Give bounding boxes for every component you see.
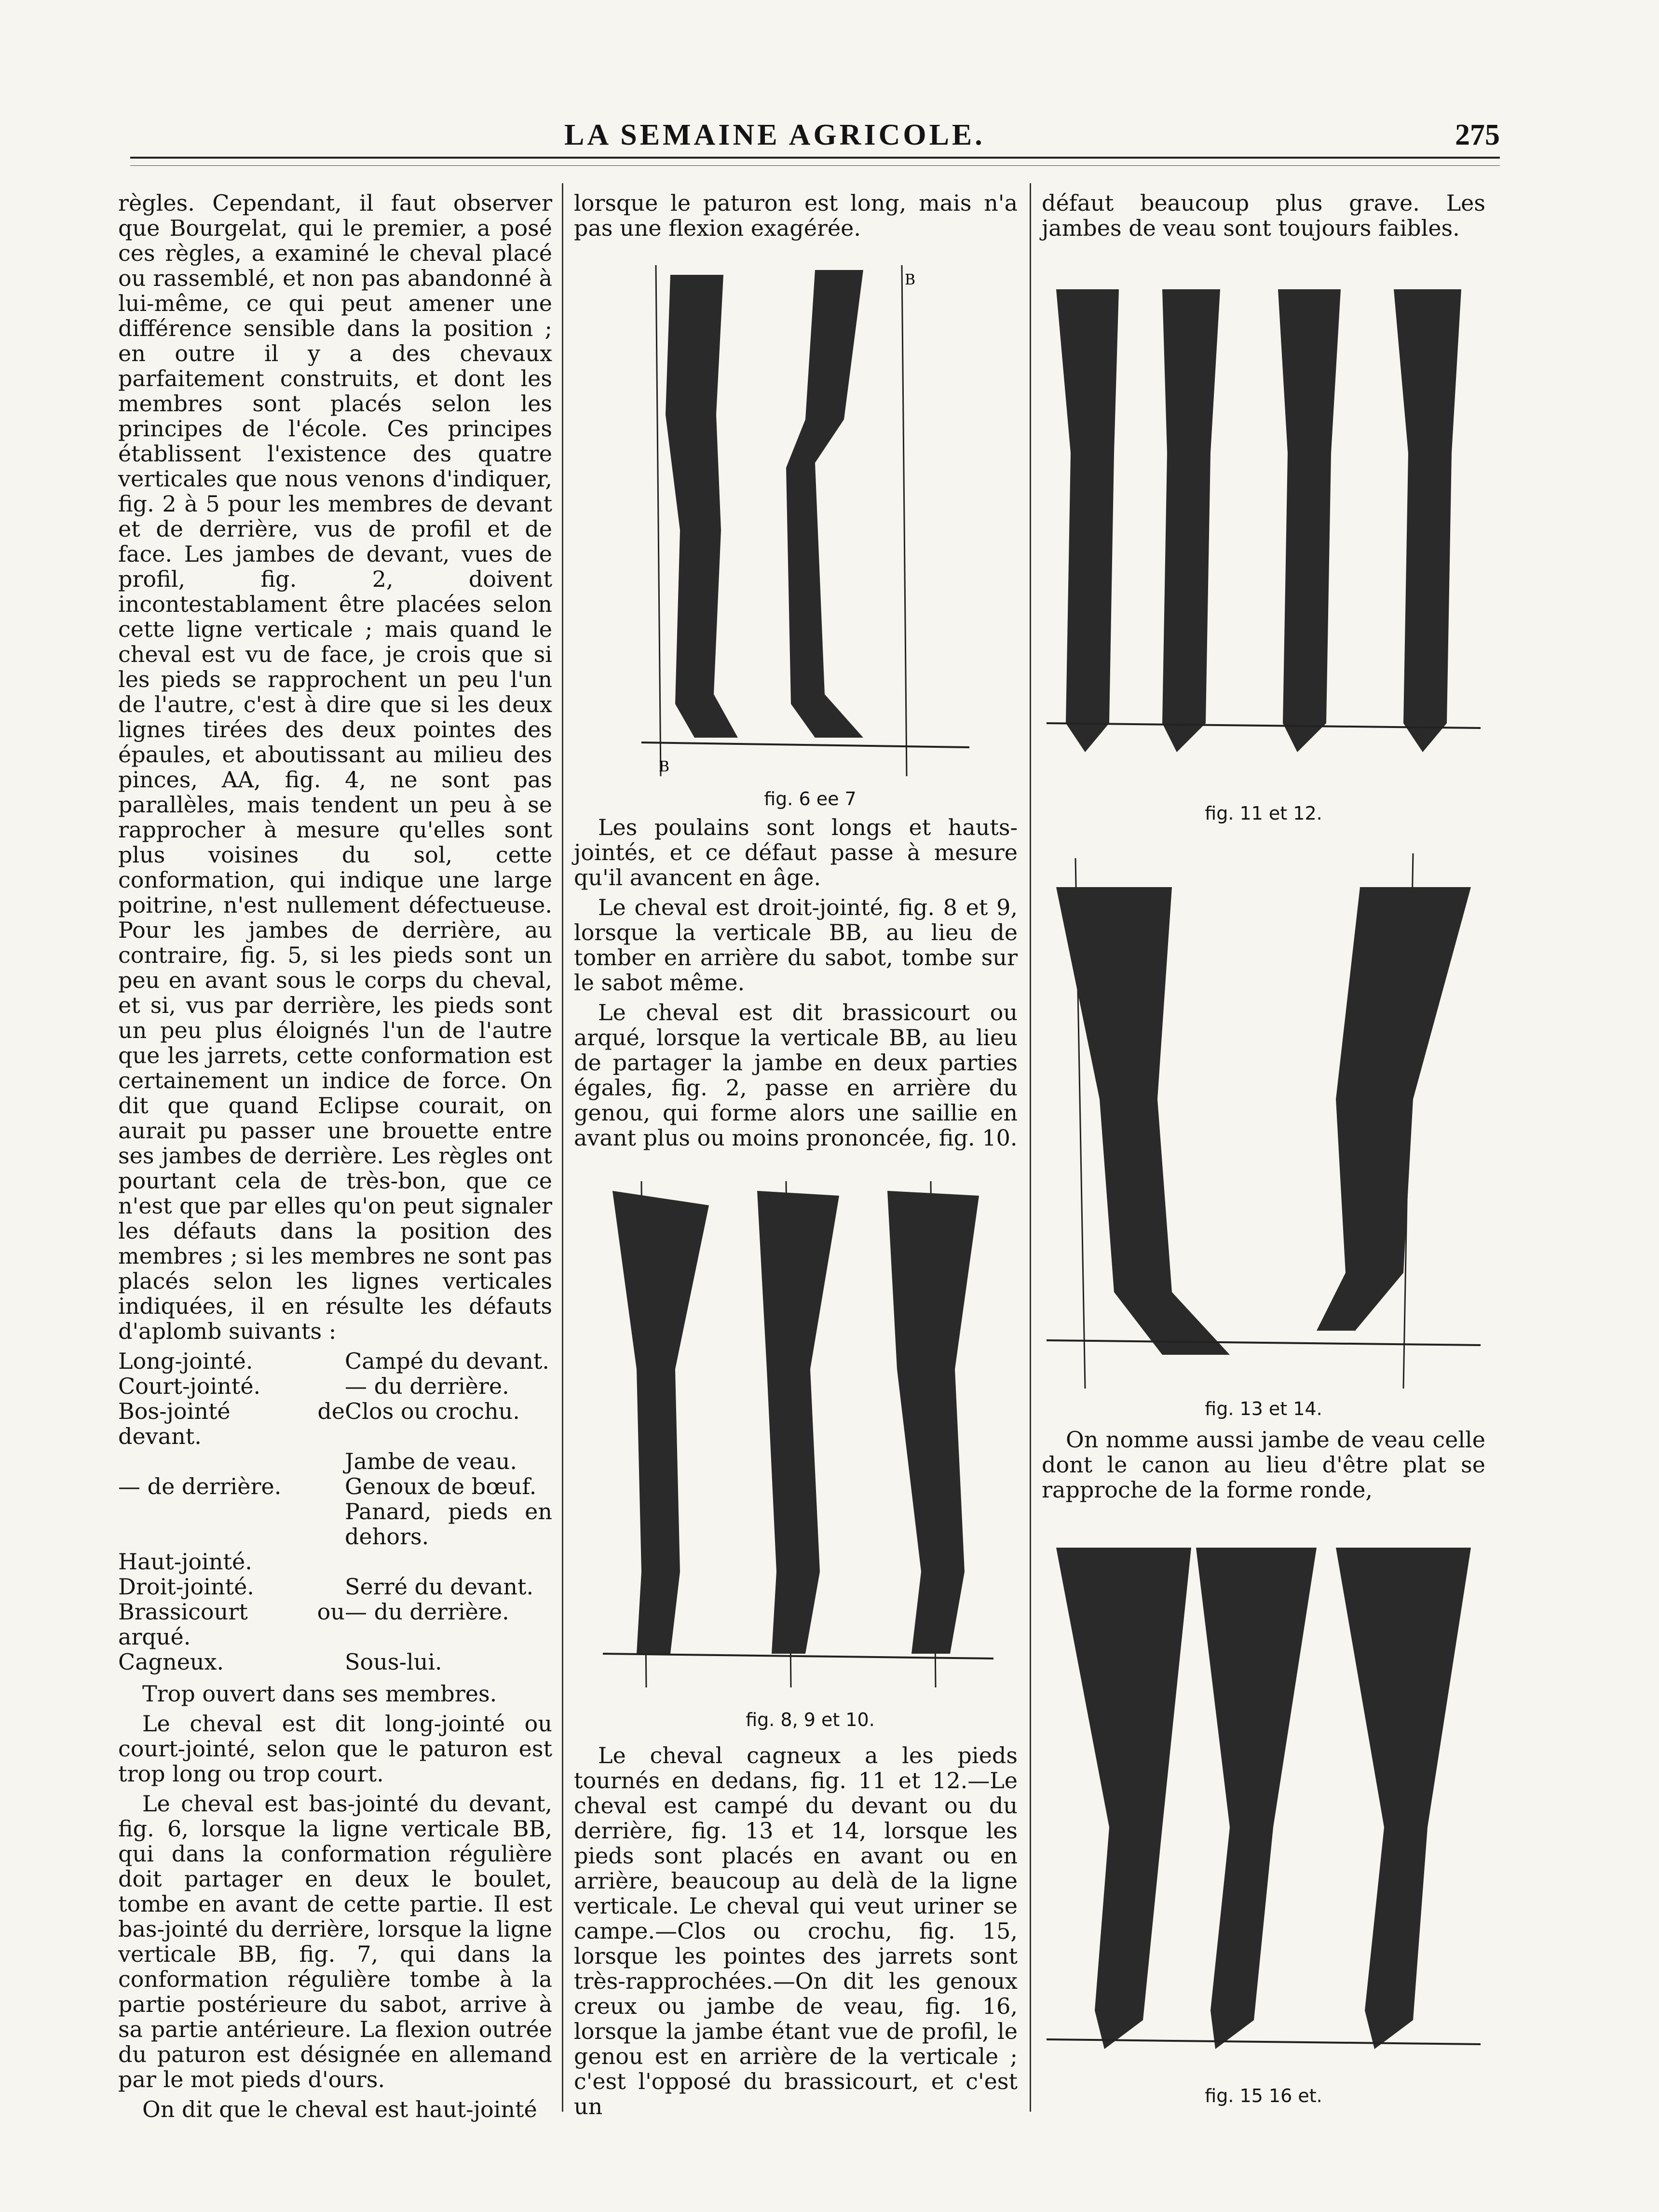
page-number: 275	[1455, 119, 1500, 151]
figure-13-14	[1047, 849, 1481, 1393]
figure-label: B	[905, 271, 916, 288]
figure-11-12	[1047, 251, 1481, 791]
table-cell: Bos-jointé de devant.	[118, 1398, 345, 1449]
table-cell: Cagneux.	[118, 1649, 224, 1675]
paragraph: Le cheval est droit-jointé, fig. 8 et 9, lorsque la verticale BB, au lieu de tomber en arrière du sabot, tombe sur le sabot même.	[574, 894, 1018, 996]
paragraph: On dit que le cheval est haut-jointé	[142, 2096, 537, 2122]
figure-8-9-10	[593, 1176, 1003, 1697]
table-cell: Sous-lui.	[345, 1649, 442, 1675]
table-row	[118, 1499, 552, 1549]
table-cell: Panard, pieds en dehors.	[345, 1498, 552, 1550]
paragraph: Le cheval est dit long-jointé ou court-jointé, selon que le paturon est trop long ou trop court.	[118, 1711, 552, 1787]
table-cell	[118, 1449, 345, 1474]
table-cell: Jambe de veau.	[345, 1448, 517, 1474]
table-cell: Court-jointé.	[118, 1373, 261, 1399]
table-row	[118, 1399, 552, 1449]
table-cell	[345, 1549, 552, 1574]
table-row	[118, 1474, 552, 1499]
table-cell: Droit-jointé.	[118, 1574, 254, 1600]
table-cell: Haut-jointé.	[118, 1549, 252, 1575]
paragraph: lorsque le paturon est long, mais n'a pas une flexion exagérée.	[574, 190, 1018, 241]
column-2-continued	[574, 815, 1018, 1155]
table-row	[118, 1349, 552, 1374]
column-3-continued	[1042, 1427, 1485, 1507]
journal-title: LA SEMAINE AGRICOLE.	[564, 119, 985, 151]
column-divider	[1030, 183, 1031, 2112]
column-2-bottom	[574, 1743, 1018, 2124]
table-cell: Genoux de bœuf.	[345, 1473, 537, 1499]
header-rule	[130, 157, 1500, 166]
paragraph: Trop ouvert dans ses membres.	[142, 1681, 497, 1707]
table-cell: — de derrière.	[118, 1473, 282, 1499]
paragraph: Le cheval est dit brassicourt ou arqué, lorsque la verticale BB, au lieu de partager la jambe en deux parties égales, fig. 2, passe en arrière du genou, qui forme alors une saillie en avant plus ou moins prononcée, fig. 10.	[574, 999, 1018, 1151]
table-row	[118, 1649, 552, 1674]
table-cell: Brassicourt ou arqué.	[118, 1599, 345, 1650]
figure-caption: fig. 8, 9 et 10.	[746, 1709, 875, 1730]
figure-15-16	[1047, 1538, 1481, 2078]
table-row	[118, 1374, 552, 1399]
column-2	[574, 190, 1018, 245]
paragraph: règles. Cependant, il faut observer que Bourgelat, qui le premier, a posé ces règles, a examiné le cheval placé ou rassemblé, et non pas abandonné à lui-même, ce qui peut amener une différence sensible dans la position ; en outre il y a des chevaux parfaitement construits, et dont les membres sont placés selon les principes de l'école. Ces principes établissent l'existence des quatre verticales que nous venons d'indiquer, fig. 2 à 5 pour les membres de devant et de derrière, vus de profil et de face. Les jambes de devant, vues de profil, fig. 2, doivent incontestablament être placées selon cette ligne verticale ; mais quand le cheval est vu de face, je crois que si les pieds se rapprochent un peu l'un de l'autre, c'est à dire que si les deux lignes tirées des deux pointes des épaules, et aboutissant au milieu des pinces, AA, fig. 4, ne sont pas parallèles, mais tendent un peu à se rapprocher à mesure qu'elles sont plus voisines du sol, cette conformation, qui indique une large poitrine, n'est nullement défectueuse. Pour les jambes de derrière, au contraire, fig. 5, si les pieds sont un peu en avant sous le corps du cheval, et si, vus par derrière, les pieds sont un peu plus éloignés l'un de l'autre que les jarrets, cette conformation est certainement un indice de force. On dit que quand Eclipse courait, on aurait pu passer une brouette entre ses jambes de derrière. Les règles ont pourtant cela de très-bon, que ce n'est que par elles qu'on peut signaler les défauts dans la position des membres ; si les membres ne sont pas placés selon les lignes verticales indiquées, il en résulte les défauts d'aplomb suivants :	[118, 190, 552, 1344]
table-cell: Campé du devant.	[345, 1348, 550, 1374]
figure-caption: fig. 11 et 12.	[1205, 803, 1322, 824]
table-row	[118, 1549, 552, 1574]
table-cell: — du derrière.	[345, 1599, 509, 1625]
table-row	[118, 1599, 552, 1649]
paragraph: défaut beaucoup plus grave. Les jambes de veau sont toujours faibles.	[1042, 190, 1485, 241]
running-header	[130, 118, 1500, 162]
column-divider	[562, 183, 563, 2112]
figure-caption: fig. 6 ee 7	[764, 788, 857, 809]
paragraph: On nomme aussi jambe de veau celle dont le canon au lieu d'être plat se rapproche de la forme ronde,	[1042, 1427, 1485, 1503]
table-cell: — du derrière.	[345, 1373, 509, 1399]
column-3	[1042, 190, 1485, 245]
table-row	[118, 1449, 552, 1474]
figure-caption: fig. 15 16 et.	[1205, 2085, 1322, 2106]
defects-table	[118, 1349, 552, 1674]
column-1	[118, 190, 552, 2127]
table-cell: Clos ou crochu.	[345, 1398, 520, 1424]
table-row	[118, 1574, 552, 1599]
figure-6-7	[612, 260, 989, 781]
figure-label: B	[659, 758, 670, 775]
paragraph: Le cheval cagneux a les pieds tournés en dedans, fig. 11 et 12.—Le cheval est campé du devant ou du derrière, fig. 13 et 14, lorsque les pieds sont placés en avant ou en arrière, beaucoup au delà de la ligne verticale. Le cheval qui veut uriner se campe.—Clos ou crochu, fig. 15, lorsque les pointes des jarrets sont très-rapprochées.—On dit les genoux creux ou jambe de veau, fig. 16, lorsque la jambe étant vue de profil, le genou est en arrière de la verticale ; c'est l'opposé du brassicourt, et c'est un	[574, 1742, 1018, 2119]
paragraph: Le cheval est bas-jointé du devant, fig. 6, lorsque la ligne verticale BB, qui dans la conformation régulière doit partager en deux le boulet, tombe en avant de cette partie. Il est bas-jointé du derrière, lorsque la ligne verticale BB, fig. 7, qui dans la conformation régulière tombe à la partie postérieure du sabot, arrive à sa partie antérieure. La flexion outrée du paturon est désignée en allemand par le mot pieds d'ours.	[118, 1791, 552, 2092]
table-cell: Long-jointé.	[118, 1348, 253, 1374]
table-cell	[118, 1499, 345, 1549]
paragraph: Les poulains sont longs et hauts-jointés, et ce défaut passe à mesure qu'il avancent en âge.	[574, 814, 1018, 890]
table-cell: Serré du devant.	[345, 1574, 534, 1600]
figure-caption: fig. 13 et 14.	[1205, 1398, 1322, 1419]
